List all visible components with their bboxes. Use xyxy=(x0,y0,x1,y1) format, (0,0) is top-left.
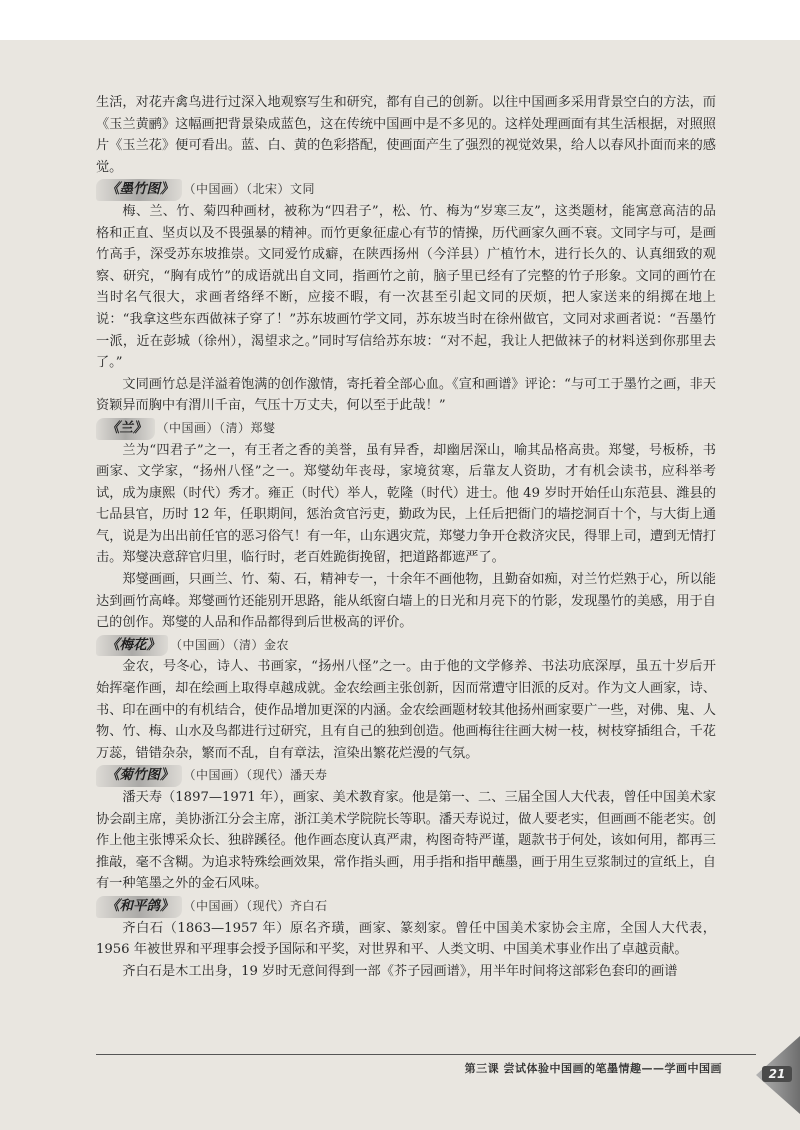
paragraph: 兰为“四君子”之一，有王者之香的美誉，虽有异香，却幽居深山，喻其品格高贵。郑燮，号板桥，书画家、文学家，“扬州八怪”之一。郑燮幼年丧母，家境贫寒，后靠友人资助，才有机会读书，应科举考试，成为康熙（时代）秀才。雍正（时代）举人，乾隆（时代）进士。他 49 岁时开始任山东范县、潍县的七品县官，历时 12 年，任职期间，惩治贪官污吏，勤政为民，上任后把衙门的墙挖洞百十个，与大街上通气，说是为出出前任官的恶习俗气！有一年，山东遇灾荒，郑燮力争开仓救济灾民，得罪上司，遭到无情打击。郑燮决意辞官归里，临行时，老百姓跪街挽留，把道路都遮严了。 xyxy=(96,442,716,566)
page-body xyxy=(96,92,716,982)
artwork-title: 《兰》 xyxy=(96,418,155,440)
paragraph: 齐白石是木工出身，19 岁时无意间得到一部《芥子园画谱》，用半年时间将这部彩色套印的画谱 xyxy=(122,963,678,979)
paragraph: 齐白石（1863—1957 年）原名齐璜，画家、篆刻家。曾任中国美术家协会主席，全国人大代表，1956 年被世界和平理事会授予国际和平奖，对世界和平、人类文明、中国美术事业作出了卓越贡献。 xyxy=(96,920,716,958)
artwork-title: 《墨竹图》 xyxy=(96,179,182,201)
paragraph: 郑燮画画，只画兰、竹、菊、石，精神专一，十余年不画他物，且勤奋如痴，对兰竹烂熟于心，所以能达到画竹高峰。郑燮画竹还能别开思路，能从纸窗白墙上的日光和月亮下的竹影，发现墨竹的美感，用于自己的创作。郑燮的人品和作品都得到后世极高的评价。 xyxy=(96,572,716,631)
artwork-title: 《梅花》 xyxy=(96,635,168,657)
scan-margin xyxy=(0,0,800,40)
artwork-heading xyxy=(96,765,716,787)
artwork-meta: （中国画）（现代）潘天寿 xyxy=(183,768,328,783)
artwork-meta: （中国画）（清）郑燮 xyxy=(156,420,276,435)
artwork-heading xyxy=(96,896,716,918)
paragraph: 梅、兰、竹、菊四种画材，被称为“四君子”，松、竹、梅为“岁寒三友”，这类题材，能寓意高洁的品格和正直、坚贞以及不畏强暴的精神。而竹更象征虚心有节的情操，历代画家久画不衰。文同字与可，是画竹高手，深受苏东坡推崇。文同爱竹成癖，在陕西扬州（今洋县）广植竹木，进行长久的、认真细致的观察、研究，“胸有成竹”的成语就出自文同，指画竹之前，脑子里已经有了完整的竹子形象。文同的画竹在当时名气很大，求画者络绎不断，应接不暇，有一次甚至引起文同的厌烦，把人家送来的绢掷在地上说：“我拿这些东西做袜子穿了！”苏东坡画竹学文同，苏东坡当时在徐州做官，文同对求画者说：“吾墨竹一派，近在彭城（徐州），渴望求之。”同时写信给苏东坡：“对不起，我让人把做袜子的材料送到你那里去了。” xyxy=(96,203,716,371)
paragraph: 潘天寿（1897—1971 年），画家、美术教育家。他是第一、二、三届全国人大代表，曾任中国美术家协会副主席，美协浙江分会主席，浙江美术学院院长等职。潘天寿说过，做人要老实，但画画不能老实。创作上他主张博采众长、独辟蹊径。他作画态度认真严肃，构图奇特严谨，题款书于何处，该如何用，都再三推敲，毫不含糊。为追求特殊绘画效果，常作指头画，用手指和指甲蘸墨，画于用生豆浆制过的宣纸上，自有一种笔墨之外的金石风味。 xyxy=(96,790,716,892)
artwork-title: 《和平鸽》 xyxy=(96,896,182,918)
paragraph: 金农，号冬心，诗人、书画家，“扬州八怪”之一。由于他的文学修养、书法功底深厚，虽五十岁后开始挥毫作画，却在绘画上取得卓越成就。金农绘画主张创新，因而常遭守旧派的反对。作为文人画家，诗、书、印在画中的有机结合，使作品增加更深的内涵。金农绘画题材较其他扬州画家要广一些，对佛、鬼、人物、竹、梅、山水及鸟都进行过研究，且有自己的独到创造。他画梅往往画大树一枝，树枝穿插组合，千花万蕊，错错杂杂，繁而不乱，自有章法，渲染出繁花烂漫的气氛。 xyxy=(96,659,716,761)
artwork-meta: （中国画）（清）金农 xyxy=(170,637,290,652)
artwork-heading xyxy=(96,179,716,201)
running-footer: 第三课 尝试体验中国画的笔墨情趣——学画中国画 xyxy=(464,1062,722,1075)
paragraph: 文同画竹总是洋溢着饱满的创作激情，寄托着全部心血。《宣和画谱》评论：“与可工于墨竹之画，非天资颖异而胸中有渭川千亩，气压十万丈夫，何以至于此哉！” xyxy=(96,376,716,414)
artwork-title: 《菊竹图》 xyxy=(96,765,182,787)
artwork-meta: （中国画）（现代）齐白石 xyxy=(183,898,328,913)
artwork-heading xyxy=(96,418,716,440)
artwork-heading xyxy=(96,635,716,657)
paragraph: 生活，对花卉禽鸟进行过深入地观察写生和研究，都有自己的创新。以往中国画多采用背景空白的方法，而《玉兰黄鹂》这幅画把背景染成蓝色，这在传统中国画中是不多见的。这样处理画面有其生活根据，对照照片《玉兰花》便可看出。蓝、白、黄的色彩搭配，使画面产生了强烈的视觉效果，给人以春风扑面而来的感觉。 xyxy=(96,95,716,175)
footer-divider xyxy=(96,1054,756,1055)
page-number: 21 xyxy=(762,1066,792,1082)
artwork-meta: （中国画）（北宋）文同 xyxy=(183,182,316,197)
